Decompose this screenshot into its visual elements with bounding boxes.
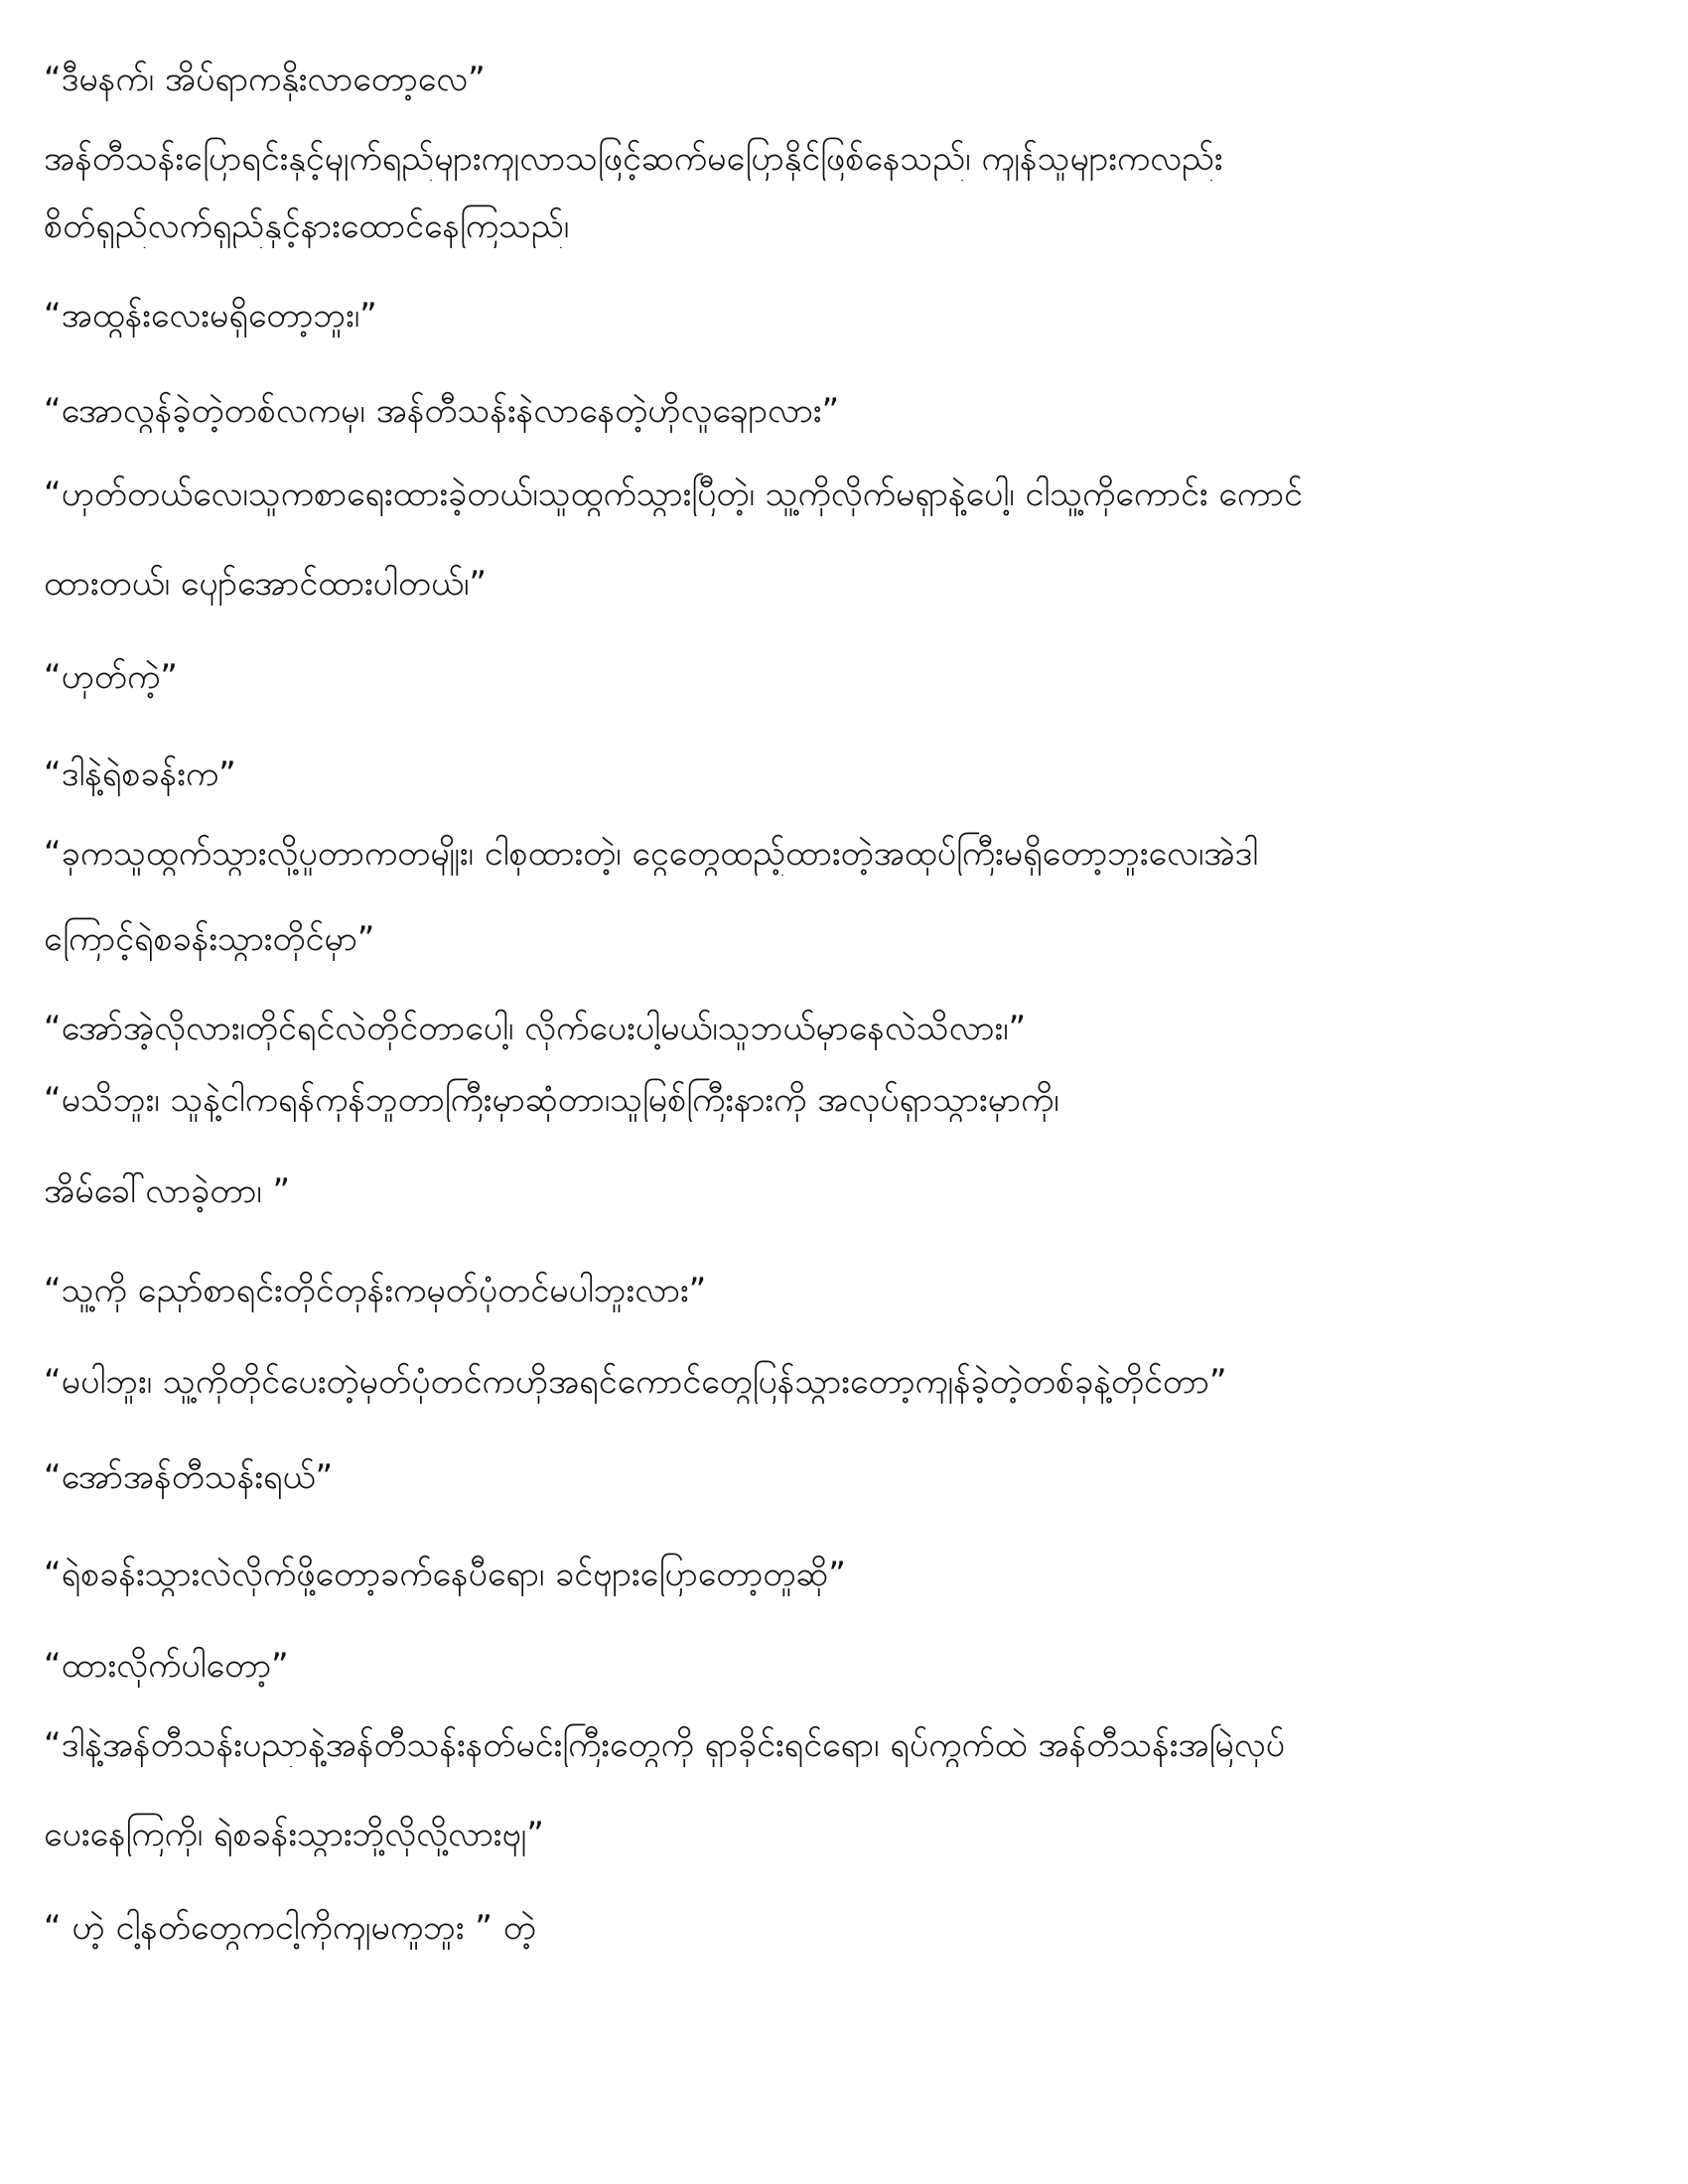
text-line: အန်တီသန်းပြောရင်းနှင့်မျက်ရည်များကျလာသဖြင့်ဆက်မပြောနိုင်ဖြစ်နေသည်၊ ကျန်သူများကလည်း bbox=[44, 139, 1223, 179]
text-line: ကြောင့်ရဲစခန်းသွားတိုင်မှာ” bbox=[44, 919, 375, 959]
text-line: “ထားလိုက်ပါတော့” bbox=[44, 1646, 289, 1686]
text-line: “ဒါနဲ့အန်တီသန်းပညာနဲ့အန်တီသန်းနတ်မင်းကြီးတွေကို ရှာခိုင်းရင်ရော၊ ရပ်ကွက်ထဲ အန်တီသန်းအမြဲလုပ် bbox=[44, 1725, 1285, 1765]
text-line: “အော်အဲ့လိုလား၊တိုင်ရင်လဲတိုင်တာပေါ့၊ လိုက်ပေးပါ့မယ်၊သူဘယ်မှာနေလဲသိလား၊” bbox=[44, 1009, 1027, 1048]
text-line: “မပါဘူး၊ သူ့ကိုတိုင်ပေးတဲ့မှတ်ပုံတင်ကဟိုအရင်ကောင်တွေပြန်သွားတော့ကျန်ခဲ့တဲ့တစ်ခုနဲ့တိုင်တာ” bbox=[44, 1362, 1227, 1402]
text-line: “အောလွန်ခဲ့တဲ့တစ်လကမှ၊ အန်တီသန်းနဲလာနေတဲ့ဟိုလူချောလား” bbox=[44, 391, 840, 431]
text-line: “ရဲစခန်းသွားလဲလိုက်ဖို့တော့ခက်နေပီရော၊ ခင်ဗျားပြောတော့တူဆို” bbox=[44, 1555, 846, 1594]
text-line: ပေးနေကြကို၊ ရဲစခန်းသွားဘို့လိုလို့လားဗျ” bbox=[44, 1815, 544, 1854]
text-line: “အော်အန်တီသန်းရယ်” bbox=[44, 1457, 334, 1497]
text-line: “ခုကသူထွက်သွားလို့ပူတာကတမျိုး၊ ငါစုထားတဲ့၊ ငွေတွေထည့်ထားတဲ့အထုပ်ကြီးမရှိတော့ဘူးလေ၊အဲဒါ bbox=[44, 834, 1259, 874]
text-line: “ဒါနဲ့ရဲစခန်းက” bbox=[44, 754, 236, 794]
text-line: “ဒီမနက်၊ အိပ်ရာကနိုးလာတော့လေ” bbox=[44, 60, 486, 99]
text-line: “အထွန်းလေးမရှိတော့ဘူး၊” bbox=[44, 296, 377, 336]
text-line: “ဟုတ်ကဲ့” bbox=[44, 657, 178, 697]
text-line: ထားတယ်၊ ပျော်အောင်ထားပါတယ်၊” bbox=[44, 564, 488, 604]
text-line: “မသိဘူး၊ သူနဲ့ငါကရန်ကုန်ဘူတာကြီးမှာဆုံတာ၊သူမြစ်ကြီးနားကို အလုပ်ရှာသွားမှာကို၊ bbox=[44, 1080, 1059, 1120]
text-line: အိမ်ခေါ်လာခဲ့တာ၊ ” bbox=[44, 1171, 291, 1211]
text-line: စိတ်ရှည်လက်ရှည်နှင့်နားထောင်နေကြသည်၊ bbox=[44, 206, 570, 246]
text-line: “သူ့ကို ညှော်စာရင်းတိုင်တုန်းကမှတ်ပုံတင်မပါဘူးလား” bbox=[44, 1271, 707, 1310]
text-line: “ ဟဲ့ ငါ့နတ်တွေကငါ့ကိုကျမကူဘူး ” တဲ့ bbox=[44, 1908, 536, 1948]
text-line: “ဟုတ်တယ်လေ၊သူကစာရေးထားခဲ့တယ်၊သူထွက်သွားပြီတဲ့၊ သူ့ကိုလိုက်မရှာနဲ့ပေါ့၊ ငါသူ့ကိုကောင်း ကောင် bbox=[44, 475, 1303, 514]
